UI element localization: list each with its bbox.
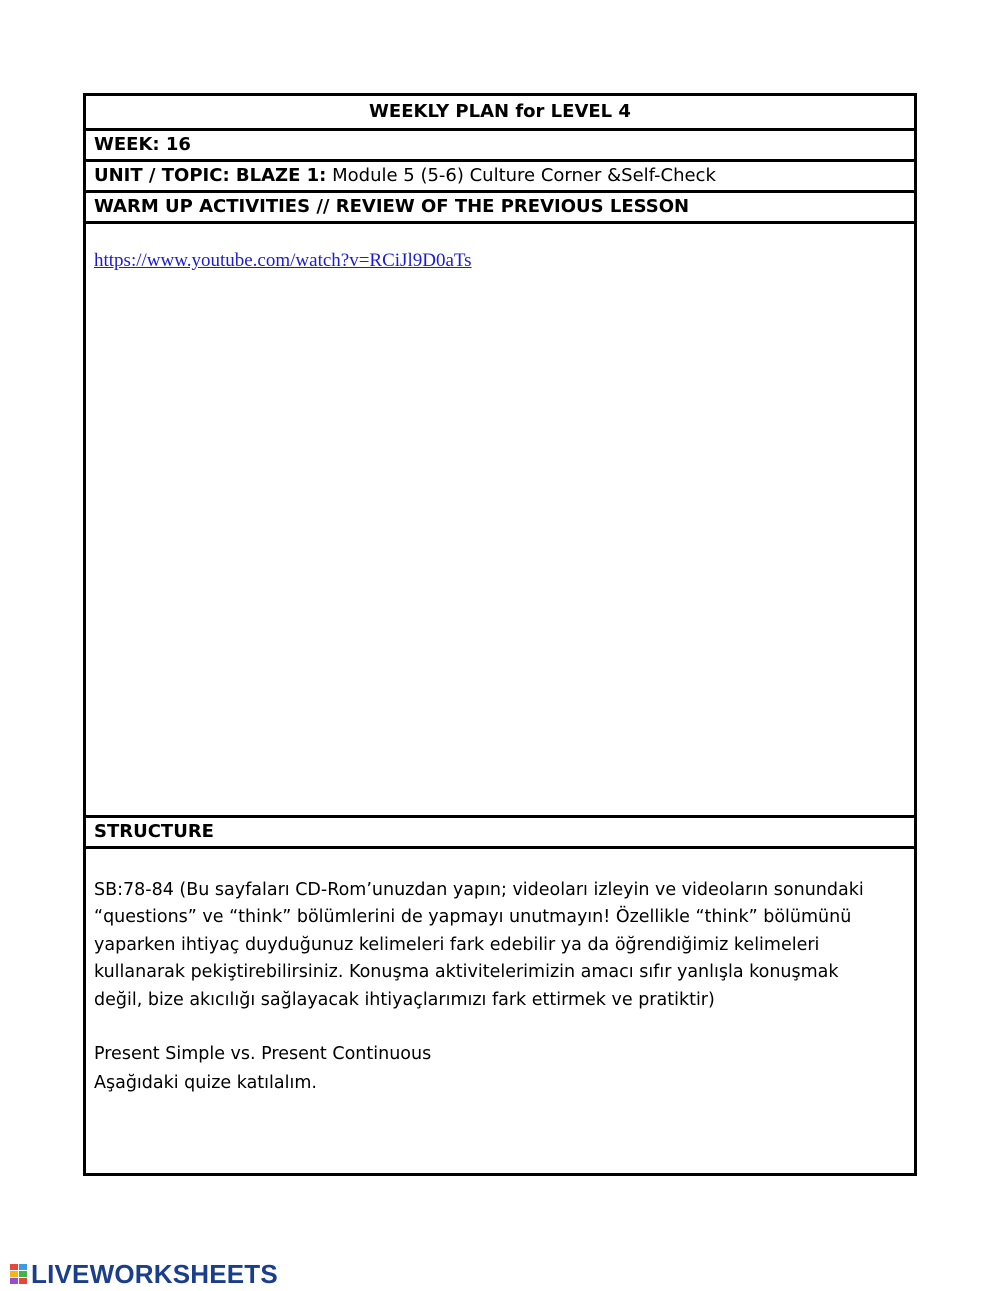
warmup-heading: WARM UP ACTIVITIES // REVIEW OF THE PREVIOUS LESSON (86, 190, 914, 221)
unit-topic-label: UNIT / TOPIC: BLAZE 1: (94, 165, 327, 186)
brand-name: LIVEWORKSHEETS (31, 1258, 278, 1289)
structure-line: SB:78-84 (Bu sayfaları CD-Rom’unuzdan yapın; videoları izleyin ve videoların sonundaki (94, 880, 864, 900)
unit-topic (86, 159, 914, 190)
warmup-section (86, 221, 914, 815)
structure-instructions (94, 877, 900, 1014)
structure-line: kullanarak pekiştirebilirsiniz. Konuşma aktivitelerimizin amacı sıfır yanlışla konuşmak (94, 962, 839, 983)
structure-line: değil, bize akıcılığı sağlayacak ihtiyaçlarımızı fark ettirmek ve pratiktir) (94, 989, 715, 1010)
plan-title: WEEKLY PLAN for LEVEL 4 (369, 101, 631, 122)
unit-topic-value: Module 5 (5-6) Culture Corner &Self-Check (326, 165, 716, 186)
liveworksheets-brand[interactable] (10, 1260, 278, 1288)
structure-heading: STRUCTURE (86, 815, 914, 846)
structure-line: yaparken ihtiyaç duyduğunuz kelimeleri fark edebilir ya da öğrendiğimiz kelimeleri (94, 934, 820, 955)
structure-line: “questions” ve “think” bölümlerini de yapmayı unutmayın! Özellikle “think” bölümünü (94, 907, 852, 928)
weekly-plan-table (83, 93, 917, 1176)
structure-section (86, 846, 914, 1173)
week-number: WEEK: 16 (86, 128, 914, 159)
grammar-topic: Present Simple vs. Present Continuous (94, 1044, 432, 1064)
grammar-block (94, 1040, 431, 1097)
quiz-instruction: Aşağıdaki quize katılalım. (94, 1072, 317, 1093)
youtube-link[interactable]: https://www.youtube.com/watch?v=RCiJl9D0aTs (94, 250, 472, 271)
liveworksheets-logo-icon (10, 1264, 28, 1284)
